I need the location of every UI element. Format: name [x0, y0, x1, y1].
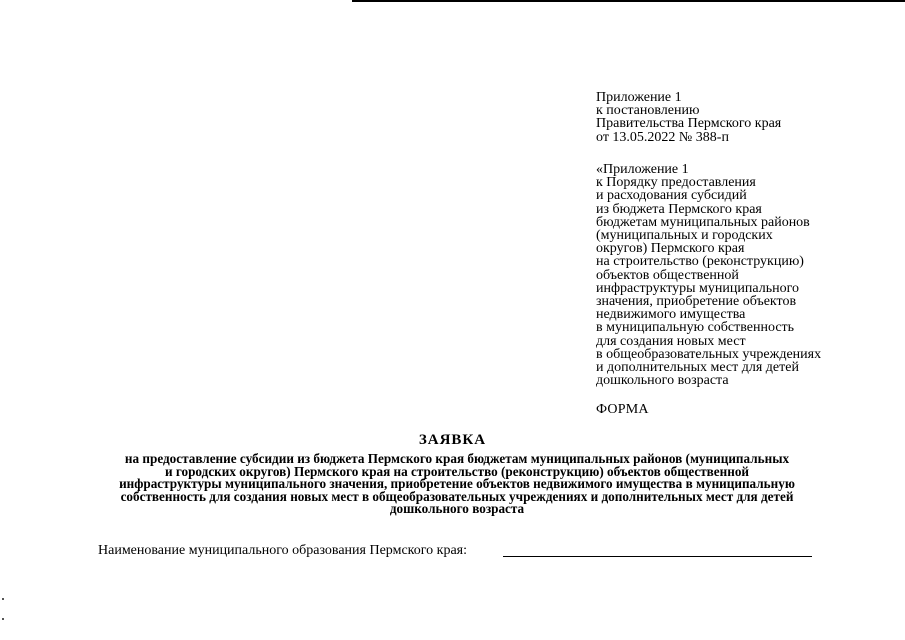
- top-border-line: [352, 0, 905, 2]
- subtitle-line: собственность для создания новых мест в общеобразовательных учреждениях и дополнительных мест для детей: [120, 488, 794, 504]
- order-appendix-line: дошкольного возраста: [596, 373, 729, 389]
- appendix-line: Правительства Пермского края: [596, 116, 782, 132]
- appendix-line: от 13.05.2022 № 388-п: [596, 129, 729, 145]
- order-appendix-line: объектов общественной: [596, 267, 739, 283]
- municipality-name-blank-line[interactable]: [503, 556, 812, 557]
- subtitle-line: на предоставление субсидии из бюджета Пермского края бюджетам муниципальных районов (муниципальных: [124, 451, 790, 466]
- order-appendix-line: и расходования субсидий: [596, 188, 747, 204]
- document-subtitle: [62, 453, 852, 516]
- order-appendix-line: к Порядку предоставления: [596, 175, 756, 191]
- order-appendix-line: (муниципальных и городских: [596, 228, 773, 244]
- subtitle-line: и городских округов) Пермского края на строительство (реконструкцию) объектов общественной: [164, 463, 750, 479]
- order-appendix-line: в общеобразовательных учреждениях: [596, 346, 822, 362]
- form-label: ФОРМА: [596, 402, 649, 417]
- municipality-name-label: Наименование муниципального образования Пермского края:: [98, 543, 467, 558]
- subtitle-line: инфраструктуры муниципального значения, приобретение объектов недвижимого имущества в муниципальную: [119, 476, 795, 492]
- order-appendix-line: на строительство (реконструкцию): [596, 254, 804, 270]
- order-appendix-header: [596, 163, 896, 387]
- order-appendix-line: для создания новых мест: [596, 333, 746, 349]
- scan-artifact: [2, 598, 4, 600]
- order-appendix-line: инфраструктуры муниципального: [596, 280, 799, 296]
- order-appendix-line: значения, приобретение объектов: [596, 294, 797, 310]
- order-appendix-line: из бюджета Пермского края: [596, 201, 762, 217]
- order-appendix-line: в муниципальную собственность: [596, 320, 795, 336]
- appendix-line: к постановлению: [596, 103, 700, 119]
- scan-artifact: [2, 618, 4, 620]
- order-appendix-line: недвижимого имущества: [596, 307, 746, 323]
- order-appendix-line: «Приложение 1: [596, 162, 689, 177]
- appendix-header: [596, 91, 896, 144]
- order-appendix-line: округов) Пермского края: [596, 241, 745, 257]
- order-appendix-line: бюджетам муниципальных районов: [596, 214, 810, 230]
- order-appendix-line: и дополнительных мест для детей: [596, 360, 799, 376]
- subtitle-line: дошкольного возраста: [389, 501, 525, 517]
- appendix-line: Приложение 1: [596, 90, 682, 105]
- document-title: ЗАЯВКА: [418, 432, 487, 448]
